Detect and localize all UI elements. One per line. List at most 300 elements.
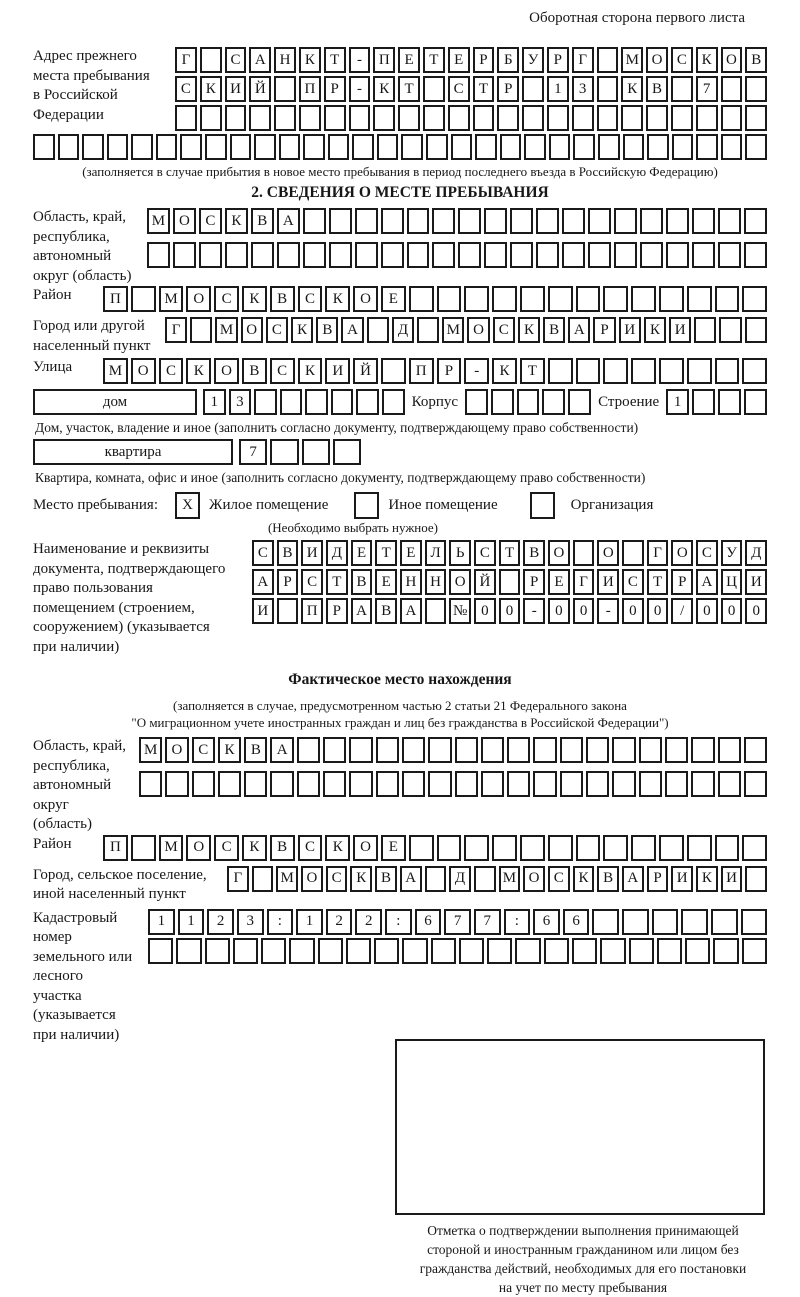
char-cell[interactable] xyxy=(131,835,156,861)
char-cell[interactable] xyxy=(576,358,601,384)
char-cell[interactable] xyxy=(331,389,354,415)
char-cell[interactable] xyxy=(381,358,406,384)
char-cell[interactable]: В xyxy=(242,358,267,384)
char-cell[interactable] xyxy=(355,242,378,268)
char-cell[interactable]: Е xyxy=(381,286,406,312)
char-cell[interactable] xyxy=(277,598,299,624)
char-cell[interactable] xyxy=(652,909,679,935)
char-cell[interactable]: У xyxy=(721,540,743,566)
char-cell[interactable] xyxy=(323,771,346,797)
char-cell[interactable]: С xyxy=(199,208,222,234)
char-cell[interactable]: В xyxy=(244,737,267,763)
char-cell[interactable]: С xyxy=(548,866,570,892)
char-cell[interactable]: Т xyxy=(647,569,669,595)
char-cell[interactable] xyxy=(297,737,320,763)
char-cell[interactable] xyxy=(225,242,248,268)
char-cell[interactable]: В xyxy=(523,540,545,566)
char-cell[interactable] xyxy=(659,286,684,312)
char-cell[interactable]: В xyxy=(270,286,295,312)
char-cell[interactable]: М xyxy=(215,317,237,343)
char-cell[interactable]: К xyxy=(218,737,241,763)
char-cell[interactable]: В xyxy=(251,208,274,234)
char-cell[interactable] xyxy=(173,242,196,268)
char-cell[interactable]: И xyxy=(225,76,247,102)
char-cell[interactable] xyxy=(401,134,423,160)
char-cell[interactable] xyxy=(718,242,741,268)
char-cell[interactable] xyxy=(745,134,767,160)
char-cell[interactable] xyxy=(252,866,274,892)
char-cell[interactable]: Т xyxy=(423,47,445,73)
char-cell[interactable]: И xyxy=(301,540,323,566)
char-cell[interactable] xyxy=(744,737,767,763)
char-cell[interactable]: В xyxy=(270,835,295,861)
char-cell[interactable]: М xyxy=(159,286,184,312)
char-cell[interactable] xyxy=(573,540,595,566)
char-cell[interactable]: 7 xyxy=(239,439,267,465)
char-cell[interactable]: 3 xyxy=(229,389,252,415)
char-cell[interactable] xyxy=(329,242,352,268)
char-cell[interactable]: 0 xyxy=(499,598,521,624)
char-cell[interactable] xyxy=(423,76,445,102)
char-cell[interactable]: 0 xyxy=(721,598,743,624)
char-cell[interactable] xyxy=(270,771,293,797)
char-cell[interactable]: С xyxy=(252,540,274,566)
char-cell[interactable]: К xyxy=(518,317,540,343)
char-cell[interactable] xyxy=(218,771,241,797)
char-cell[interactable] xyxy=(58,134,80,160)
char-cell[interactable] xyxy=(318,938,343,964)
char-cell[interactable]: К xyxy=(186,358,211,384)
char-cell[interactable] xyxy=(376,737,399,763)
char-cell[interactable]: И xyxy=(252,598,274,624)
char-cell[interactable] xyxy=(176,938,201,964)
char-cell[interactable] xyxy=(274,105,296,131)
char-cell[interactable] xyxy=(428,771,451,797)
char-cell[interactable] xyxy=(560,771,583,797)
char-cell[interactable] xyxy=(666,242,689,268)
char-cell[interactable] xyxy=(612,737,635,763)
char-cell[interactable]: Р xyxy=(437,358,462,384)
char-cell[interactable]: Ц xyxy=(721,569,743,595)
char-cell[interactable]: А xyxy=(351,598,373,624)
char-cell[interactable] xyxy=(544,938,569,964)
char-cell[interactable] xyxy=(131,286,156,312)
char-cell[interactable] xyxy=(711,909,738,935)
char-cell[interactable] xyxy=(631,358,656,384)
char-cell[interactable]: А xyxy=(400,598,422,624)
char-cell[interactable]: А xyxy=(249,47,271,73)
char-cell[interactable]: К xyxy=(492,358,517,384)
char-cell[interactable]: 1 xyxy=(148,909,175,935)
char-cell[interactable] xyxy=(147,242,170,268)
char-cell[interactable] xyxy=(640,242,663,268)
char-cell[interactable]: В xyxy=(543,317,565,343)
char-cell[interactable] xyxy=(382,389,405,415)
char-cell[interactable] xyxy=(533,771,556,797)
char-cell[interactable] xyxy=(190,317,212,343)
char-cell[interactable] xyxy=(302,439,330,465)
char-cell[interactable] xyxy=(612,771,635,797)
char-cell[interactable]: П xyxy=(409,358,434,384)
char-cell[interactable]: С xyxy=(214,286,239,312)
char-cell[interactable] xyxy=(107,134,129,160)
char-cell[interactable]: В xyxy=(375,866,397,892)
char-cell[interactable] xyxy=(407,208,430,234)
char-cell[interactable]: О xyxy=(467,317,489,343)
char-cell[interactable] xyxy=(742,358,767,384)
char-cell[interactable] xyxy=(687,835,712,861)
char-cell[interactable] xyxy=(381,242,404,268)
char-cell[interactable]: П xyxy=(103,286,128,312)
char-cell[interactable] xyxy=(629,938,654,964)
char-cell[interactable]: Д xyxy=(392,317,414,343)
char-cell[interactable]: / xyxy=(671,598,693,624)
char-cell[interactable]: И xyxy=(671,866,693,892)
char-cell[interactable]: Р xyxy=(671,569,693,595)
char-cell[interactable]: Д xyxy=(449,866,471,892)
char-cell[interactable] xyxy=(261,938,286,964)
char-cell[interactable]: О xyxy=(548,540,570,566)
char-cell[interactable] xyxy=(573,134,595,160)
char-cell[interactable]: К xyxy=(291,317,313,343)
char-cell[interactable] xyxy=(691,737,714,763)
char-cell[interactable] xyxy=(547,105,569,131)
char-cell[interactable] xyxy=(715,835,740,861)
char-cell[interactable]: Й xyxy=(353,358,378,384)
char-cell[interactable]: 0 xyxy=(573,598,595,624)
char-cell[interactable]: Г xyxy=(647,540,669,566)
char-cell[interactable] xyxy=(251,242,274,268)
char-cell[interactable]: Д xyxy=(745,540,767,566)
char-cell[interactable] xyxy=(510,208,533,234)
char-cell[interactable] xyxy=(742,286,767,312)
char-cell[interactable]: С xyxy=(270,358,295,384)
char-cell[interactable]: С xyxy=(671,47,693,73)
char-cell[interactable]: К xyxy=(696,47,718,73)
char-cell[interactable]: 6 xyxy=(533,909,560,935)
char-cell[interactable]: Ь xyxy=(449,540,471,566)
char-cell[interactable] xyxy=(522,76,544,102)
char-cell[interactable] xyxy=(520,835,545,861)
char-cell[interactable] xyxy=(455,771,478,797)
char-cell[interactable]: 1 xyxy=(547,76,569,102)
char-cell[interactable] xyxy=(621,105,643,131)
char-cell[interactable] xyxy=(432,242,455,268)
char-cell[interactable] xyxy=(572,938,597,964)
char-cell[interactable] xyxy=(719,317,741,343)
char-cell[interactable] xyxy=(713,938,738,964)
char-cell[interactable]: М xyxy=(103,358,128,384)
char-cell[interactable]: Р xyxy=(523,569,545,595)
char-cell[interactable]: Б xyxy=(497,47,519,73)
char-cell[interactable] xyxy=(657,938,682,964)
char-cell[interactable]: К xyxy=(298,358,323,384)
char-cell[interactable]: М xyxy=(147,208,170,234)
char-cell[interactable]: К xyxy=(242,286,267,312)
char-cell[interactable]: К xyxy=(373,76,395,102)
char-cell[interactable]: С xyxy=(298,835,323,861)
char-cell[interactable]: К xyxy=(299,47,321,73)
char-cell[interactable]: С xyxy=(493,317,515,343)
char-cell[interactable] xyxy=(510,242,533,268)
char-cell[interactable] xyxy=(328,134,350,160)
char-cell[interactable]: 7 xyxy=(474,909,501,935)
char-cell[interactable] xyxy=(718,771,741,797)
char-cell[interactable] xyxy=(685,938,710,964)
char-cell[interactable] xyxy=(305,389,328,415)
char-cell[interactable] xyxy=(484,242,507,268)
char-cell[interactable] xyxy=(349,771,372,797)
char-cell[interactable]: М xyxy=(442,317,464,343)
char-cell[interactable]: В xyxy=(646,76,668,102)
char-cell[interactable]: Р xyxy=(497,76,519,102)
char-cell[interactable] xyxy=(289,938,314,964)
char-cell[interactable]: Н xyxy=(400,569,422,595)
char-cell[interactable] xyxy=(254,389,277,415)
char-cell[interactable]: С xyxy=(474,540,496,566)
char-cell[interactable]: О xyxy=(301,866,323,892)
char-cell[interactable] xyxy=(742,835,767,861)
char-cell[interactable]: 2 xyxy=(207,909,234,935)
char-cell[interactable] xyxy=(458,208,481,234)
char-cell[interactable] xyxy=(180,134,202,160)
char-cell[interactable] xyxy=(474,866,496,892)
char-cell[interactable] xyxy=(277,242,300,268)
char-cell[interactable] xyxy=(745,105,767,131)
char-cell[interactable]: Т xyxy=(324,47,346,73)
char-cell[interactable] xyxy=(82,134,104,160)
char-cell[interactable]: С xyxy=(448,76,470,102)
char-cell[interactable] xyxy=(562,242,585,268)
char-cell[interactable] xyxy=(576,286,601,312)
char-cell[interactable] xyxy=(744,242,767,268)
char-cell[interactable]: 1 xyxy=(203,389,226,415)
char-cell[interactable] xyxy=(249,105,271,131)
char-cell[interactable] xyxy=(718,389,741,415)
char-cell[interactable]: 7 xyxy=(696,76,718,102)
char-cell[interactable]: К xyxy=(696,866,718,892)
char-cell[interactable]: М xyxy=(139,737,162,763)
char-cell[interactable]: Г xyxy=(175,47,197,73)
char-cell[interactable]: А xyxy=(252,569,274,595)
char-cell[interactable]: : xyxy=(385,909,412,935)
char-cell[interactable] xyxy=(744,389,767,415)
char-cell[interactable] xyxy=(280,389,303,415)
char-cell[interactable] xyxy=(148,938,173,964)
char-cell[interactable] xyxy=(492,286,517,312)
char-cell[interactable]: Й xyxy=(474,569,496,595)
char-cell[interactable]: Й xyxy=(249,76,271,102)
char-cell[interactable] xyxy=(324,105,346,131)
char-cell[interactable]: О xyxy=(646,47,668,73)
char-cell[interactable]: С xyxy=(225,47,247,73)
char-cell[interactable] xyxy=(274,76,296,102)
char-cell[interactable] xyxy=(303,134,325,160)
char-cell[interactable]: - xyxy=(349,76,371,102)
char-cell[interactable]: 3 xyxy=(572,76,594,102)
char-cell[interactable] xyxy=(481,737,504,763)
char-cell[interactable] xyxy=(270,439,298,465)
char-cell[interactable] xyxy=(597,47,619,73)
char-cell[interactable]: С xyxy=(266,317,288,343)
char-cell[interactable] xyxy=(464,835,489,861)
char-cell[interactable] xyxy=(455,737,478,763)
char-cell[interactable]: О xyxy=(186,835,211,861)
char-cell[interactable] xyxy=(692,208,715,234)
char-cell[interactable] xyxy=(497,105,519,131)
char-cell[interactable]: И xyxy=(597,569,619,595)
char-cell[interactable] xyxy=(473,105,495,131)
char-cell[interactable] xyxy=(303,208,326,234)
char-cell[interactable] xyxy=(597,105,619,131)
char-cell[interactable] xyxy=(659,358,684,384)
char-cell[interactable] xyxy=(297,771,320,797)
char-cell[interactable]: Р xyxy=(473,47,495,73)
char-cell[interactable] xyxy=(681,909,708,935)
char-cell[interactable]: И xyxy=(619,317,641,343)
char-cell[interactable] xyxy=(548,286,573,312)
char-cell[interactable] xyxy=(536,242,559,268)
char-cell[interactable] xyxy=(548,358,573,384)
char-cell[interactable] xyxy=(205,134,227,160)
char-cell[interactable]: К xyxy=(325,835,350,861)
char-cell[interactable] xyxy=(522,105,544,131)
char-cell[interactable]: М xyxy=(159,835,184,861)
char-cell[interactable]: О xyxy=(214,358,239,384)
char-cell[interactable]: С xyxy=(696,540,718,566)
char-cell[interactable] xyxy=(517,389,540,415)
char-cell[interactable]: О xyxy=(353,286,378,312)
char-cell[interactable] xyxy=(333,439,361,465)
char-cell[interactable] xyxy=(614,208,637,234)
char-cell[interactable]: К xyxy=(242,835,267,861)
char-cell[interactable] xyxy=(205,938,230,964)
char-cell[interactable]: Г xyxy=(227,866,249,892)
char-cell[interactable]: Е xyxy=(381,835,406,861)
char-cell[interactable] xyxy=(303,242,326,268)
char-cell[interactable]: С xyxy=(214,835,239,861)
char-cell[interactable]: Н xyxy=(274,47,296,73)
char-cell[interactable] xyxy=(402,737,425,763)
char-cell[interactable] xyxy=(451,134,473,160)
char-cell[interactable] xyxy=(588,242,611,268)
char-cell[interactable] xyxy=(437,835,462,861)
char-cell[interactable]: С xyxy=(192,737,215,763)
char-cell[interactable] xyxy=(481,771,504,797)
char-cell[interactable]: В xyxy=(375,598,397,624)
char-cell[interactable]: О xyxy=(597,540,619,566)
char-cell[interactable] xyxy=(600,938,625,964)
char-cell[interactable]: П xyxy=(301,598,323,624)
char-cell[interactable] xyxy=(200,105,222,131)
char-cell[interactable]: Т xyxy=(326,569,348,595)
char-cell[interactable] xyxy=(721,76,743,102)
char-cell[interactable]: Р xyxy=(277,569,299,595)
char-cell[interactable] xyxy=(423,105,445,131)
char-cell[interactable]: Д xyxy=(326,540,348,566)
char-cell[interactable] xyxy=(425,598,447,624)
char-cell[interactable] xyxy=(376,771,399,797)
char-cell[interactable] xyxy=(279,134,301,160)
char-cell[interactable]: П xyxy=(299,76,321,102)
char-cell[interactable] xyxy=(377,134,399,160)
char-cell[interactable] xyxy=(597,76,619,102)
char-cell[interactable] xyxy=(588,208,611,234)
char-cell[interactable]: 1 xyxy=(178,909,205,935)
char-cell[interactable]: С xyxy=(175,76,197,102)
char-cell[interactable]: - xyxy=(597,598,619,624)
char-cell[interactable]: И xyxy=(669,317,691,343)
char-cell[interactable] xyxy=(402,938,427,964)
char-cell[interactable] xyxy=(592,909,619,935)
char-cell[interactable]: 0 xyxy=(696,598,718,624)
char-cell[interactable]: В xyxy=(277,540,299,566)
char-cell[interactable] xyxy=(175,105,197,131)
char-cell[interactable] xyxy=(409,286,434,312)
char-cell[interactable] xyxy=(492,835,517,861)
residence-checkbox-other[interactable] xyxy=(354,492,379,519)
char-cell[interactable] xyxy=(692,389,715,415)
char-cell[interactable] xyxy=(254,134,276,160)
char-cell[interactable] xyxy=(603,835,628,861)
char-cell[interactable]: Е xyxy=(400,540,422,566)
char-cell[interactable]: М xyxy=(276,866,298,892)
char-cell[interactable]: 7 xyxy=(444,909,471,935)
char-cell[interactable] xyxy=(458,242,481,268)
char-cell[interactable]: № xyxy=(449,598,471,624)
char-cell[interactable]: С xyxy=(298,286,323,312)
char-cell[interactable] xyxy=(687,358,712,384)
char-cell[interactable] xyxy=(533,737,556,763)
char-cell[interactable] xyxy=(631,286,656,312)
char-cell[interactable]: В xyxy=(745,47,767,73)
char-cell[interactable] xyxy=(244,771,267,797)
char-cell[interactable] xyxy=(603,358,628,384)
char-cell[interactable]: 1 xyxy=(296,909,323,935)
char-cell[interactable]: К xyxy=(621,76,643,102)
char-cell[interactable] xyxy=(402,771,425,797)
char-cell[interactable]: Л xyxy=(425,540,447,566)
char-cell[interactable]: Е xyxy=(448,47,470,73)
char-cell[interactable]: О xyxy=(449,569,471,595)
char-cell[interactable]: О xyxy=(186,286,211,312)
char-cell[interactable] xyxy=(465,389,488,415)
char-cell[interactable]: М xyxy=(499,866,521,892)
char-cell[interactable]: Т xyxy=(520,358,545,384)
char-cell[interactable] xyxy=(744,208,767,234)
char-cell[interactable]: Е xyxy=(351,540,373,566)
char-cell[interactable] xyxy=(672,134,694,160)
char-cell[interactable] xyxy=(646,105,668,131)
char-cell[interactable]: Т xyxy=(499,540,521,566)
char-cell[interactable] xyxy=(356,389,379,415)
char-cell[interactable]: О xyxy=(671,540,693,566)
char-cell[interactable] xyxy=(586,737,609,763)
char-cell[interactable]: А xyxy=(622,866,644,892)
char-cell[interactable]: К xyxy=(225,208,248,234)
char-cell[interactable] xyxy=(691,771,714,797)
char-cell[interactable] xyxy=(614,242,637,268)
char-cell[interactable] xyxy=(572,105,594,131)
char-cell[interactable] xyxy=(484,208,507,234)
char-cell[interactable] xyxy=(464,286,489,312)
char-cell[interactable] xyxy=(721,105,743,131)
char-cell[interactable]: : xyxy=(267,909,294,935)
char-cell[interactable]: 6 xyxy=(415,909,442,935)
char-cell[interactable] xyxy=(721,134,743,160)
char-cell[interactable]: - xyxy=(349,47,371,73)
char-cell[interactable]: О xyxy=(131,358,156,384)
